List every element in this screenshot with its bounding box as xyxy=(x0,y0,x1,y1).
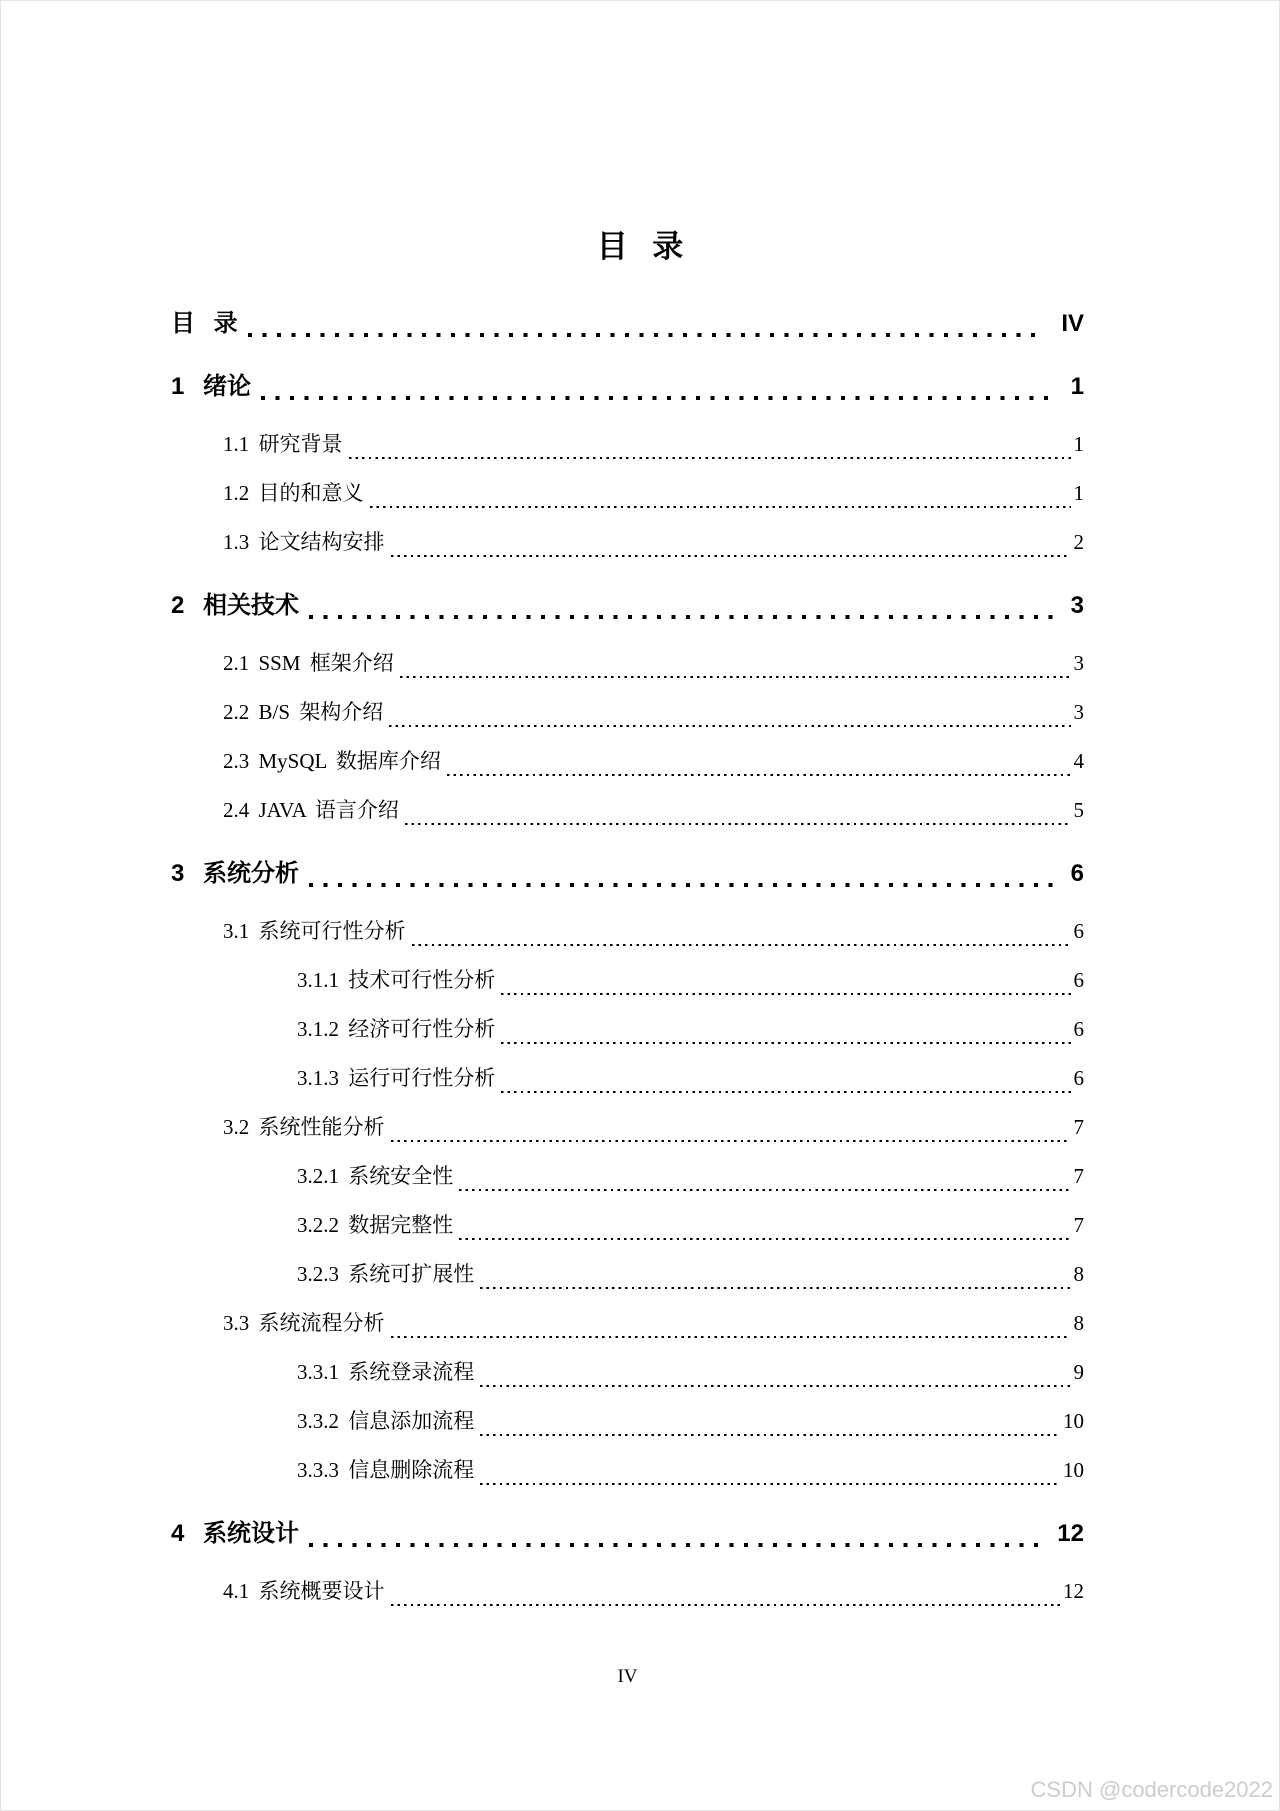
toc-leader-dots xyxy=(349,420,1071,469)
toc-leader-dots xyxy=(391,1567,1061,1616)
toc-entry-label: 3.1.2 经济可行性分析 xyxy=(297,1017,496,1041)
toc-entry-label: 2.1 SSM 框架介绍 xyxy=(223,651,394,675)
toc-entry[interactable] xyxy=(171,469,1084,518)
toc-leader-dots xyxy=(459,1152,1070,1201)
toc-entry[interactable] xyxy=(171,737,1084,786)
toc-entry[interactable] xyxy=(171,956,1084,1005)
toc-entry-page: 1 xyxy=(1070,373,1084,400)
toc-entry[interactable] xyxy=(171,1152,1084,1201)
toc-entry-page: 9 xyxy=(1073,1360,1084,1384)
toc-entry-label: 3.3.2 信息添加流程 xyxy=(297,1409,475,1433)
toc-entry-label: 3.1 系统可行性分析 xyxy=(223,919,406,943)
toc-leader-dots xyxy=(405,786,1071,835)
toc-entry-label: 3.3 系统流程分析 xyxy=(223,1311,385,1335)
toc-entry-page: 3 xyxy=(1070,592,1084,619)
toc-entry[interactable] xyxy=(171,688,1084,737)
toc-entry[interactable] xyxy=(171,639,1084,688)
toc-entry[interactable] xyxy=(171,1005,1084,1054)
toc-entry[interactable] xyxy=(171,582,1084,630)
toc-entry-label: 3.2.3 系统可扩展性 xyxy=(297,1262,475,1286)
toc-entry-label: 2.3 MySQL 数据库介绍 xyxy=(223,749,441,773)
toc-leader-dots xyxy=(480,1446,1060,1495)
toc-entry-page: 3 xyxy=(1073,700,1084,724)
toc-entry-page: IV xyxy=(1061,310,1084,337)
toc-entry-page: 8 xyxy=(1073,1311,1084,1335)
toc-entry-label: 3.2.2 数据完整性 xyxy=(297,1213,454,1237)
toc-entry-label: 目 录 xyxy=(171,310,238,337)
toc-entry[interactable] xyxy=(171,1348,1084,1397)
toc-entry[interactable] xyxy=(171,1250,1084,1299)
toc-leader-dots xyxy=(480,1250,1070,1299)
toc-entry-label: 3.3.3 信息删除流程 xyxy=(297,1458,475,1482)
toc-leader-dots xyxy=(309,1510,1039,1558)
page-number-footer: IV xyxy=(617,1666,638,1687)
toc-entry-label: 2.2 B/S 架构介绍 xyxy=(223,700,384,724)
toc-title: 目 录 xyxy=(596,229,684,264)
toc-entry-label: 3.3.1 系统登录流程 xyxy=(297,1360,475,1384)
toc-leader-dots xyxy=(447,737,1071,786)
toc-entry-page: 10 xyxy=(1063,1409,1084,1433)
toc-entry-label: 3.1.1 技术可行性分析 xyxy=(297,968,496,992)
toc-leader-dots xyxy=(412,907,1071,956)
toc-entry-label: 3.1.3 运行可行性分析 xyxy=(297,1066,496,1090)
toc-leader-dots xyxy=(400,639,1071,688)
toc-entry-label: 1.1 研究背景 xyxy=(223,432,343,456)
toc-entry[interactable] xyxy=(171,1397,1084,1446)
toc-entry-label: 3 系统分析 xyxy=(171,860,300,887)
toc-entry-page: 1 xyxy=(1073,481,1084,505)
toc-entry-page: 7 xyxy=(1073,1115,1084,1139)
toc-entry-page: 5 xyxy=(1073,798,1084,822)
toc-entry-label: 3.2.1 系统安全性 xyxy=(297,1164,454,1188)
toc-entry-page: 6 xyxy=(1073,1066,1084,1090)
toc-entry-page: 8 xyxy=(1073,1262,1084,1286)
toc-entry-label: 1 绪论 xyxy=(171,373,252,400)
toc-leader-dots xyxy=(309,582,1053,630)
toc-leader-dots xyxy=(501,956,1070,1005)
toc-entry-page: 7 xyxy=(1073,1213,1084,1237)
toc-entry-page: 2 xyxy=(1073,530,1084,554)
toc-entry-label: 4 系统设计 xyxy=(171,1520,300,1547)
toc-entry[interactable] xyxy=(171,1299,1084,1348)
toc-entry[interactable] xyxy=(171,850,1084,898)
csdn-watermark: CSDN @codercode2022 xyxy=(1030,1777,1273,1802)
toc-entry[interactable] xyxy=(171,786,1084,835)
toc-leader-dots xyxy=(370,469,1071,518)
toc-entry-page: 12 xyxy=(1057,1520,1084,1547)
toc-entry[interactable] xyxy=(171,1054,1084,1103)
toc-entry-page: 3 xyxy=(1073,651,1084,675)
toc-entry[interactable] xyxy=(171,1567,1084,1616)
toc-entry-label: 1.3 论文结构安排 xyxy=(223,530,385,554)
toc-entry-label: 1.2 目的和意义 xyxy=(223,481,364,505)
toc-entry[interactable] xyxy=(171,300,1084,348)
toc-leader-dots xyxy=(391,1103,1071,1152)
toc-entry[interactable] xyxy=(171,1103,1084,1152)
toc-entry-page: 6 xyxy=(1070,860,1084,887)
toc-entry-page: 6 xyxy=(1073,1017,1084,1041)
toc-leader-dots xyxy=(459,1201,1070,1250)
toc-entry-label: 2.4 JAVA 语言介绍 xyxy=(223,798,399,822)
toc-entry-page: 4 xyxy=(1073,749,1084,773)
toc-entry-label: 3.2 系统性能分析 xyxy=(223,1115,385,1139)
toc-entry[interactable] xyxy=(171,1446,1084,1495)
toc-entry[interactable] xyxy=(171,1201,1084,1250)
toc-entry[interactable] xyxy=(171,518,1084,567)
toc-leader-dots xyxy=(248,300,1044,348)
toc-leader-dots xyxy=(391,518,1071,567)
toc-leader-dots xyxy=(389,688,1070,737)
toc-entry-page: 6 xyxy=(1073,919,1084,943)
toc-leader-dots xyxy=(261,363,1053,411)
toc-entry[interactable] xyxy=(171,1510,1084,1558)
toc-leader-dots xyxy=(309,850,1053,898)
toc-leader-dots xyxy=(501,1005,1070,1054)
toc-entry[interactable] xyxy=(171,363,1084,411)
toc-entry-page: 12 xyxy=(1063,1579,1084,1603)
toc-entry-label: 2 相关技术 xyxy=(171,592,300,619)
toc-list xyxy=(171,300,1084,1616)
toc-leader-dots xyxy=(391,1299,1071,1348)
toc-entry-page: 1 xyxy=(1073,432,1084,456)
toc-leader-dots xyxy=(501,1054,1070,1103)
toc-leader-dots xyxy=(480,1397,1060,1446)
toc-entry-page: 7 xyxy=(1073,1164,1084,1188)
toc-entry-page: 6 xyxy=(1073,968,1084,992)
toc-entry[interactable] xyxy=(171,907,1084,956)
toc-leader-dots xyxy=(480,1348,1070,1397)
toc-entry-label: 4.1 系统概要设计 xyxy=(223,1579,385,1603)
toc-entry-page: 10 xyxy=(1063,1458,1084,1482)
toc-entry[interactable] xyxy=(171,420,1084,469)
